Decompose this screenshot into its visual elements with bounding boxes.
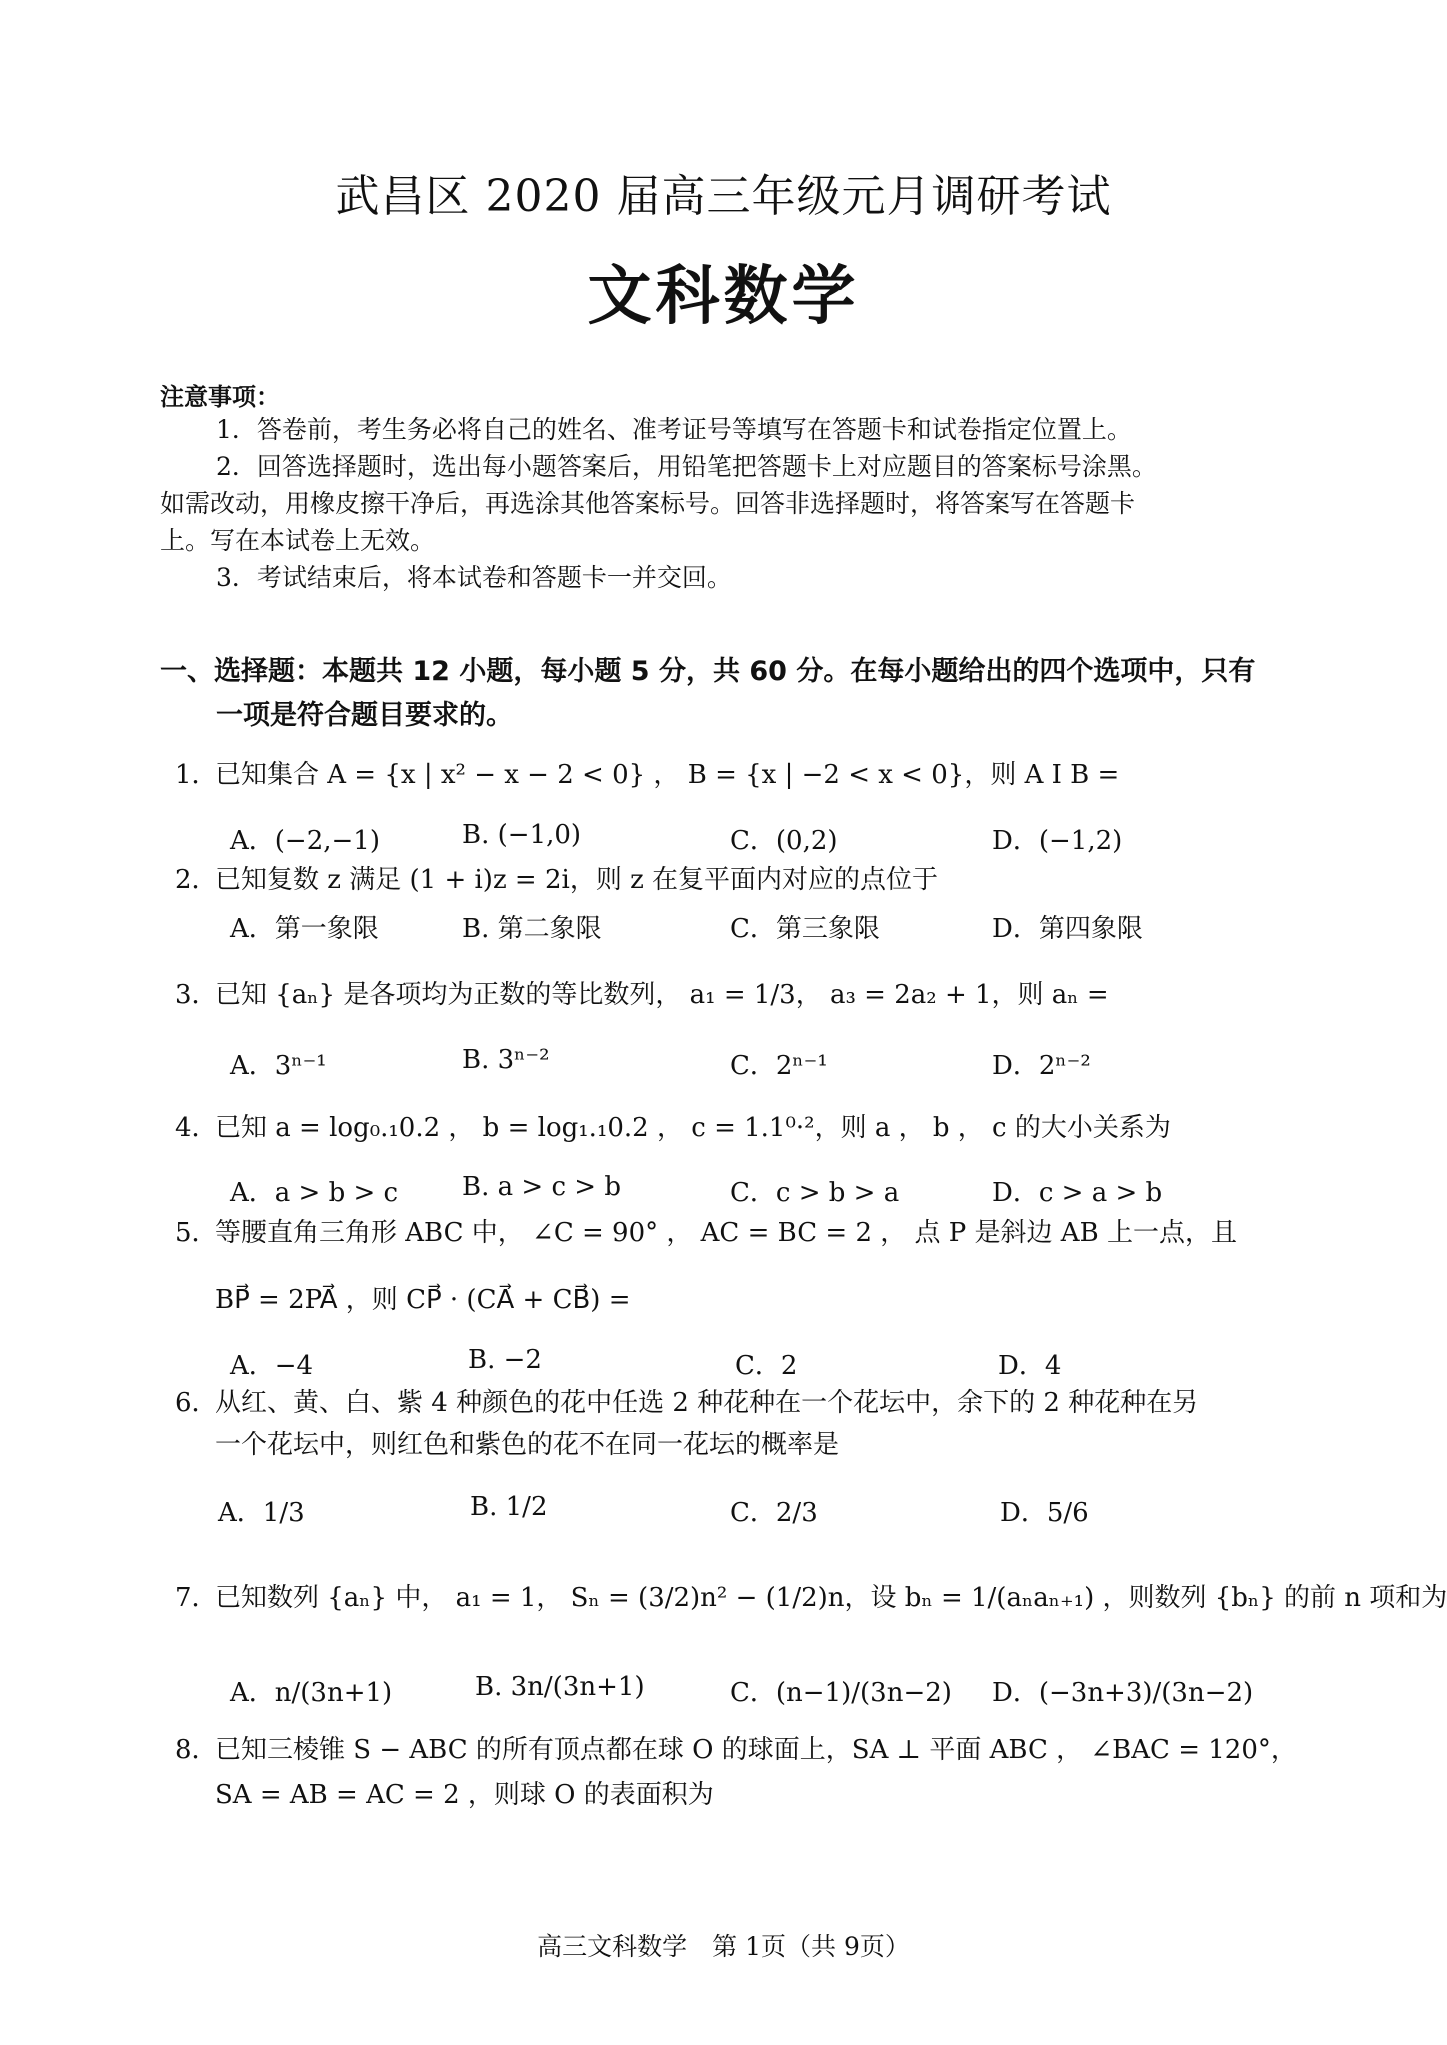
- option-d: D．4: [998, 1351, 1062, 1381]
- option-a: A．(−2,−1): [230, 826, 380, 856]
- option-d: D．5/6: [1000, 1498, 1089, 1528]
- section-heading-line-2: 一项是符合题目要求的。: [216, 700, 513, 731]
- question-number: 6．: [175, 1388, 218, 1418]
- option-c: C．2/3: [730, 1498, 818, 1528]
- question-6-line-2: [215, 1425, 1345, 1465]
- question-text-2: 一个花坛中，则红色和紫色的花不在同一花坛的概率是: [215, 1430, 840, 1460]
- option-c: C．2ⁿ⁻¹: [730, 1051, 828, 1081]
- question-text: 已知数列 {aₙ} 中， a₁ = 1， Sₙ = (3/2)n² − (1/2)n，设 bₙ = 1/(aₙaₙ₊₁) ，则数列 {bₙ} 的前 n 项和为: [215, 1583, 1447, 1613]
- question-text: 已知 a = log₀.₁0.2 ， b = log₁.₁0.2 ， c = 1.1⁰·²，则 a ， b ， c 的大小关系为: [215, 1113, 1171, 1143]
- option-a: A．第一象限: [230, 914, 379, 944]
- notice-item-1: 1．答卷前，考生务必将自己的姓名、准考证号等填写在答题卡和试卷指定位置上。: [216, 415, 1132, 444]
- option-d: D．2ⁿ⁻²: [992, 1051, 1091, 1081]
- notice-heading: 注意事项：: [160, 383, 280, 411]
- option-a: A．−4: [230, 1351, 314, 1381]
- option-d: D．(−3n+3)/(3n−2): [992, 1678, 1254, 1708]
- question-2: [175, 860, 1305, 900]
- option-b: B. −2: [468, 1345, 542, 1375]
- question-number: 2．: [175, 865, 218, 895]
- question-number: 1．: [175, 760, 218, 790]
- question-5-line-2: [215, 1280, 1345, 1320]
- question-text-2: SA = AB = AC = 2 ，则球 O 的表面积为: [215, 1780, 714, 1810]
- option-b: B. 3ⁿ⁻²: [462, 1045, 550, 1075]
- option-c: C．2: [735, 1351, 798, 1381]
- question-7: [175, 1578, 1447, 1618]
- question-number: 5．: [175, 1218, 218, 1248]
- question-8: [175, 1730, 1305, 1770]
- option-b: B. 第二象限: [462, 914, 602, 944]
- exam-title: 武昌区 2020 届高三年级元月调研考试: [335, 171, 1112, 222]
- question-text: 已知集合 A = {x | x² − x − 2 < 0} ， B = {x | −2 < x < 0}，则 A I B =: [215, 760, 1120, 790]
- option-b: B. a > c > b: [462, 1172, 621, 1202]
- option-a: A．1/3: [218, 1498, 305, 1528]
- option-a: A．3ⁿ⁻¹: [230, 1051, 327, 1081]
- option-c: C．(0,2): [730, 826, 838, 856]
- question-text: 等腰直角三角形 ABC 中， ∠C = 90° ， AC = BC = 2 ， 点 P 是斜边 AB 上一点，且: [215, 1218, 1237, 1248]
- option-d: D．c > a > b: [992, 1178, 1163, 1208]
- option-b: B. 1/2: [470, 1492, 548, 1522]
- question-4: [175, 1108, 1305, 1148]
- notice-body: [160, 411, 1295, 596]
- question-6: [175, 1383, 1305, 1423]
- question-text: 已知三棱锥 S − ABC 的所有顶点都在球 O 的球面上，SA ⊥ 平面 ABC ， ∠BAC = 120°，: [215, 1735, 1297, 1765]
- option-d: D．第四象限: [992, 914, 1143, 944]
- question-number: 4．: [175, 1113, 218, 1143]
- question-3: [175, 975, 1305, 1015]
- question-8-line-2: [215, 1775, 1345, 1815]
- question-5: [175, 1213, 1305, 1253]
- question-text: 从红、黄、白、紫 4 种颜色的花中任选 2 种花种在一个花坛中，余下的 2 种花种在另: [215, 1388, 1199, 1418]
- option-c: C．第三象限: [730, 914, 880, 944]
- question-text: 已知复数 z 满足 (1 + i)z = 2i，则 z 在复平面内对应的点位于: [215, 865, 939, 895]
- option-d: D．(−1,2): [992, 826, 1123, 856]
- option-b: B. (−1,0): [462, 820, 582, 850]
- question-number: 7．: [175, 1583, 218, 1613]
- notice-item-3: 3．考试结束后，将本试卷和答题卡一并交回。: [216, 563, 732, 592]
- option-c: C．c > b > a: [730, 1178, 900, 1208]
- question-text: 已知 {aₙ} 是各项均为正数的等比数列， a₁ = 1/3， a₃ = 2a₂ + 1，则 aₙ =: [215, 980, 1109, 1010]
- subject-title: 文科数学: [587, 260, 860, 334]
- section-heading-line-1: 一、选择题：本题共 12 小题，每小题 5 分，共 60 分。在每小题给出的四个选项中，只有: [160, 656, 1256, 687]
- question-number: 8．: [175, 1735, 218, 1765]
- question-text-2: BP⃗ = 2PA⃗ ，则 CP⃗ · (CA⃗ + CB⃗) =: [215, 1285, 631, 1315]
- section-heading: [160, 650, 1310, 738]
- question-number: 3．: [175, 980, 218, 1010]
- question-1: [175, 755, 1305, 795]
- notice-item-2-line-2: 如需改动，用橡皮擦干净后，再选涂其他答案标号。回答非选择题时，将答案写在答题卡: [160, 489, 1136, 518]
- option-a: A．n/(3n+1): [230, 1678, 393, 1708]
- notice-item-2-line-3: 上。写在本试卷上无效。: [160, 526, 436, 555]
- option-c: C．(n−1)/(3n−2): [730, 1678, 952, 1708]
- option-a: A．a > b > c: [230, 1178, 399, 1208]
- page-footer: 高三文科数学 第 1页（共 9页）: [537, 1932, 910, 1961]
- option-b: B. 3n/(3n+1): [475, 1672, 645, 1702]
- notice-item-2-line-1: 2．回答选择题时，选出每小题答案后，用铅笔把答题卡上对应题目的答案标号涂黑。: [216, 452, 1157, 481]
